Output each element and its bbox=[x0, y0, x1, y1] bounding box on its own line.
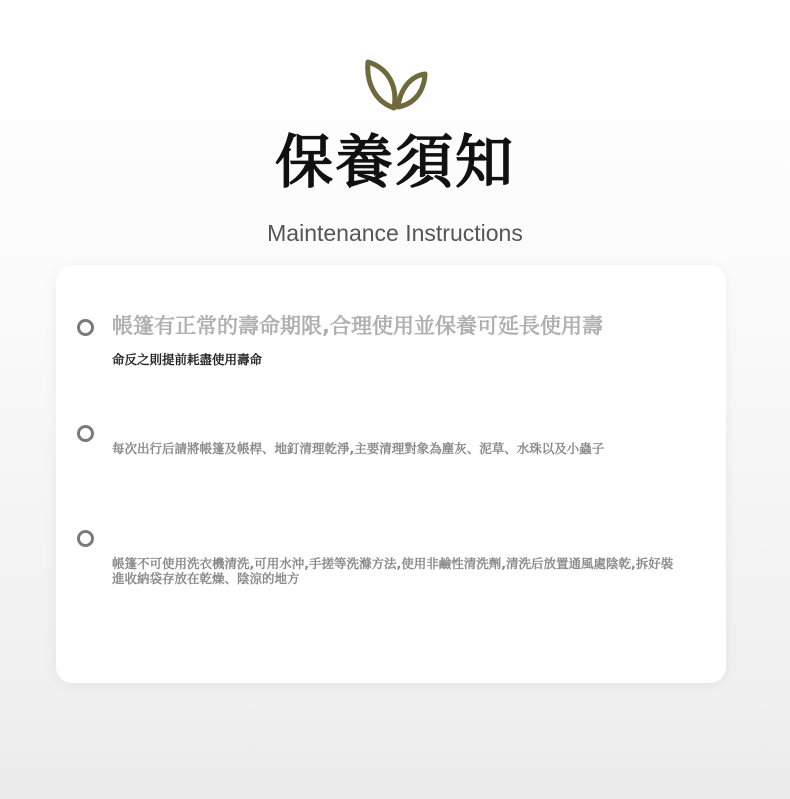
instruction-text: 帳篷不可使用洗衣機清洗,可用水沖,手搓等洗滌方法,使用非鹼性清洗劑,清洗后放置通風處陰乾,拆好裝 bbox=[112, 556, 674, 571]
circle-bullet-icon bbox=[77, 530, 94, 547]
instruction-text: 每次出行后請將帳篷及帳桿、地釘清理乾淨,主要清理對象為塵灰、泥草、水珠以及小蟲子 bbox=[112, 441, 605, 456]
circle-bullet-icon bbox=[77, 425, 94, 442]
instruction-text: 進收納袋存放在乾燥、陰涼的地方 bbox=[112, 571, 300, 586]
bottom-fade bbox=[0, 690, 790, 799]
page-title: 保養須知 bbox=[274, 128, 515, 196]
leaf-sprout-icon bbox=[362, 58, 428, 112]
instruction-text: 命反之則提前耗盡使用壽命 bbox=[112, 352, 263, 367]
circle-bullet-icon bbox=[77, 319, 94, 336]
instruction-heading: 帳篷有正常的壽命期限,合理使用並保養可延長使用壽 bbox=[112, 314, 603, 338]
page-subtitle: Maintenance Instructions bbox=[267, 220, 523, 246]
